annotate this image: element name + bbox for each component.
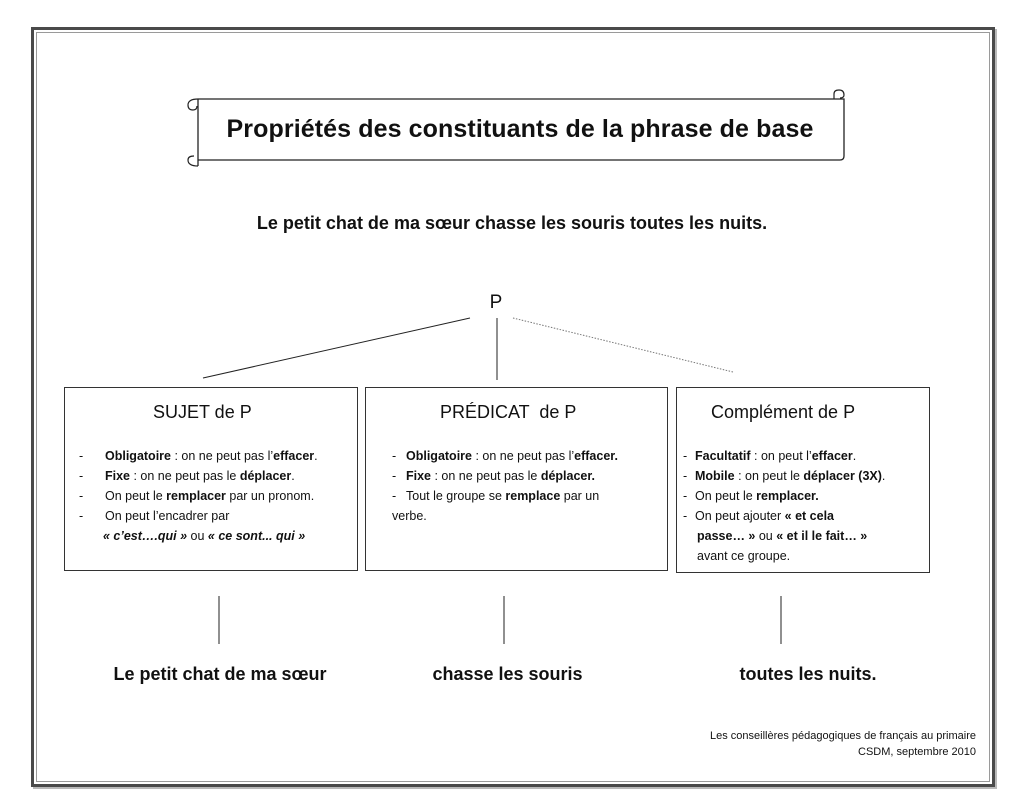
example-sentence: Le petit chat de ma sœur chasse les souris toutes les nuits. bbox=[256, 213, 768, 233]
sujet-box bbox=[64, 387, 358, 571]
list-item: - Tout le groupe se remplace par un bbox=[392, 489, 600, 503]
sujet-title: SUJET de P bbox=[153, 402, 252, 422]
list-item: - On peut l’encadrer par bbox=[79, 509, 230, 523]
list-item: - Mobile : on peut le déplacer (3X). bbox=[683, 469, 886, 483]
root-node-label: P bbox=[489, 292, 503, 313]
credits-line-2: CSDM, septembre 2010 bbox=[858, 746, 976, 758]
complement-title: Complément de P bbox=[711, 402, 856, 422]
list-item: - Fixe : on ne peut pas le déplacer. bbox=[392, 469, 596, 483]
predicat-title: PRÉDICAT de P bbox=[440, 402, 577, 422]
page-title: Propriétés des constituants de la phrase de base bbox=[226, 114, 814, 143]
list-item: - Facultatif : on peut l’effacer. bbox=[683, 449, 857, 463]
list-item: - On peut ajouter « et cela bbox=[683, 509, 834, 523]
list-item: - Obligatoire : on ne peut pas l’effacer. bbox=[392, 449, 618, 463]
list-item: - Obligatoire : on ne peut pas l’effacer. bbox=[79, 449, 318, 463]
predicat-properties bbox=[392, 446, 663, 526]
phrase-sujet: Le petit chat de ma sœur bbox=[113, 664, 327, 684]
complement-properties bbox=[683, 446, 927, 566]
list-item-continuation: « c’est….qui » ou « ce sont... qui » bbox=[103, 529, 306, 543]
credits-line-1: Les conseillères pédagogiques de français au primaire bbox=[710, 730, 976, 742]
connector-complement bbox=[513, 318, 733, 372]
phrase-complement: toutes les nuits. bbox=[739, 664, 877, 684]
list-item-continuation: passe… » ou « et il le fait… » bbox=[697, 529, 868, 543]
list-item: - On peut le remplacer. bbox=[683, 489, 819, 503]
predicat-box bbox=[365, 387, 668, 571]
list-item: - On peut le remplacer par un pronom. bbox=[79, 489, 315, 503]
connector-sujet bbox=[203, 318, 470, 378]
sujet-properties bbox=[79, 446, 353, 546]
credits bbox=[710, 728, 976, 760]
complement-box bbox=[676, 387, 930, 573]
list-item-continuation: avant ce groupe. bbox=[697, 549, 791, 563]
list-item: - Fixe : on ne peut pas le déplacer. bbox=[79, 469, 295, 483]
list-item-continuation: verbe. bbox=[392, 509, 427, 523]
phrase-predicat: chasse les souris bbox=[432, 664, 583, 684]
